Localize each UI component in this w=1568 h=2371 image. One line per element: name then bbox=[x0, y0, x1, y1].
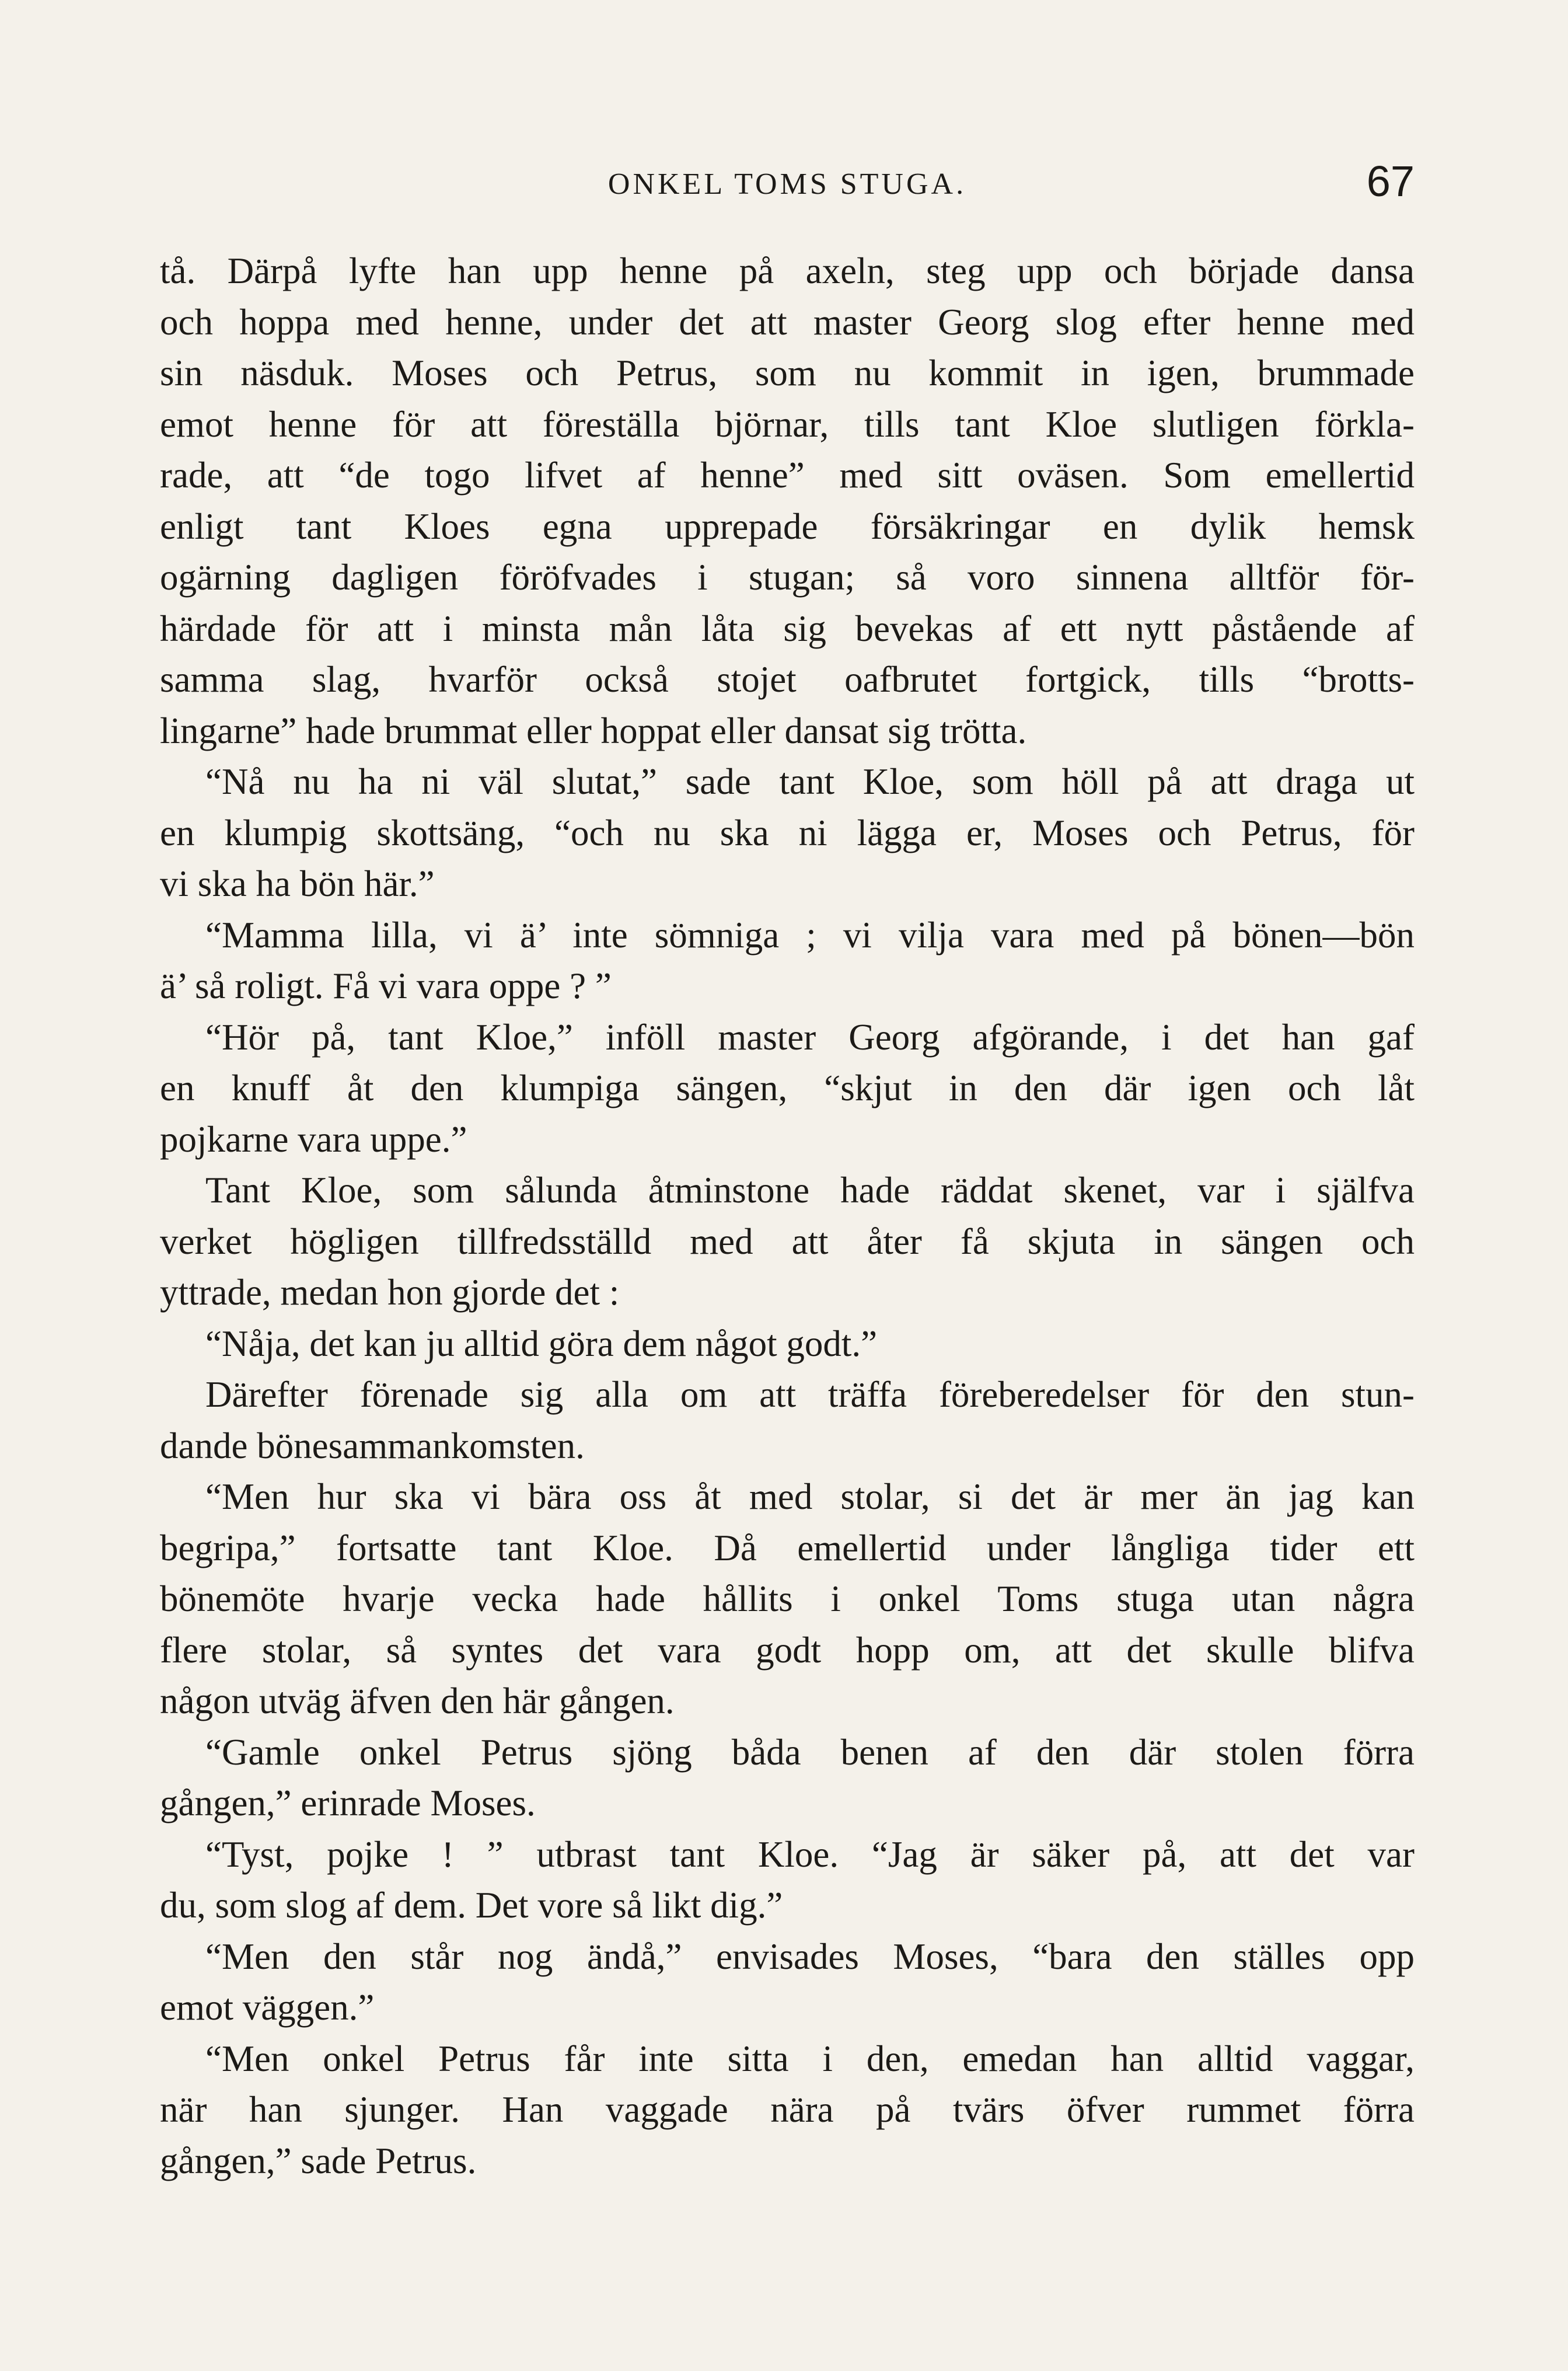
text-line: rade, att “de togo lifvet af henne” med sitt oväsen. Som emellertid bbox=[160, 455, 1415, 496]
text-line: en knuff åt den klumpiga sängen, “skjut in den där igen och låt bbox=[160, 1068, 1415, 1108]
body-text bbox=[160, 246, 1415, 2187]
text-line: ä’ så roligt. Få vi vara oppe ? ” bbox=[160, 965, 612, 1006]
text-line: bönemöte hvarje vecka hade hållits i onkel Toms stuga utan några bbox=[160, 1578, 1415, 1619]
text-line: härdade för att i minsta mån låta sig bevekas af ett nytt påstående af bbox=[160, 608, 1415, 649]
text-line: begripa,” fortsatte tant Kloe. Då emellertid under långliga tider ett bbox=[160, 1527, 1415, 1568]
text-line: ogärning dagligen föröfvades i stugan; så voro sinnena alltför för- bbox=[160, 557, 1415, 598]
text-line: Därefter förenade sig alla om att träffa föreberedelser för den stun- bbox=[205, 1374, 1415, 1415]
running-title: ONKEL TOMS STUGA. bbox=[607, 168, 967, 201]
text-line: “Tyst, pojke ! ” utbrast tant Kloe. “Jag är säker på, att det var bbox=[205, 1833, 1415, 1875]
text-line: “Hör på, tant Kloe,” inföll master Georg afgörande, i det han gaf bbox=[205, 1016, 1415, 1058]
text-line: “Mamma lilla, vi ä’ inte sömniga ; vi vilja vara med på bönen—bön bbox=[205, 914, 1415, 956]
text-line: “Men onkel Petrus får inte sitta i den, emedan han alltid vaggar, bbox=[205, 2038, 1415, 2079]
text-line: “Nåja, det kan ju alltid göra dem något godt.” bbox=[205, 1323, 878, 1364]
text-line: när han sjunger. Han vaggade nära på tvärs öfver rummet förra bbox=[160, 2089, 1415, 2130]
text-line: yttrade, medan hon gjorde det : bbox=[160, 1272, 620, 1313]
text-line: gången,” erinrade Moses. bbox=[160, 1783, 536, 1823]
text-line: Tant Kloe, som sålunda åtminstone hade räddat skenet, var i själfva bbox=[205, 1170, 1415, 1211]
text-line: tå. Därpå lyfte han upp henne på axeln, steg upp och började dansa bbox=[160, 250, 1415, 291]
text-line: en klumpig skottsäng, “och nu ska ni lägga er, Moses och Petrus, för bbox=[160, 812, 1415, 853]
text-line: pojkarne vara uppe.” bbox=[160, 1118, 467, 1160]
text-line: någon utväg äfven den här gången. bbox=[160, 1680, 675, 1721]
text-line: “Men hur ska vi bära oss åt med stolar, si det är mer än jag kan bbox=[205, 1476, 1415, 1517]
text-line: “Gamle onkel Petrus sjöng båda benen af den där stolen förra bbox=[205, 1731, 1415, 1773]
text-line: samma slag, hvarför också stojet oafbrutet fortgick, tills “brotts- bbox=[160, 659, 1415, 700]
text-line: emot väggen.” bbox=[160, 1987, 375, 2028]
text-line: “Nå nu ha ni väl slutat,” sade tant Kloe, som höll på att draga ut bbox=[205, 761, 1415, 802]
text-line: du, som slog af dem. Det vore så likt dig.” bbox=[160, 1885, 783, 1926]
page-number: 67 bbox=[1366, 157, 1415, 205]
text-line: och hoppa med henne, under det att master Georg slog efter henne med bbox=[160, 301, 1415, 343]
text-line: vi ska ha bön här.” bbox=[160, 863, 435, 904]
text-line: “Men den står nog ändå,” envisades Moses, “bara den ställes opp bbox=[205, 1936, 1415, 1977]
text-line: gången,” sade Petrus. bbox=[160, 2140, 477, 2181]
text-line: emot henne för att föreställa björnar, tills tant Kloe slutligen förkla- bbox=[160, 403, 1415, 445]
text-line: dande bönesammankomsten. bbox=[160, 1425, 585, 1466]
text-line: verket högligen tillfredsställd med att åter få skjuta in sängen och bbox=[160, 1221, 1415, 1262]
running-header bbox=[160, 156, 1415, 209]
text-line: enligt tant Kloes egna upprepade försäkringar en dylik hemsk bbox=[160, 505, 1415, 547]
text-line: flere stolar, så syntes det vara godt hopp om, att det skulle blifva bbox=[160, 1629, 1415, 1671]
text-line: lingarne” hade brummat eller hoppat eller dansat sig trötta. bbox=[160, 710, 1027, 751]
text-line: sin näsduk. Moses och Petrus, som nu kommit in igen, brummade bbox=[160, 353, 1415, 393]
